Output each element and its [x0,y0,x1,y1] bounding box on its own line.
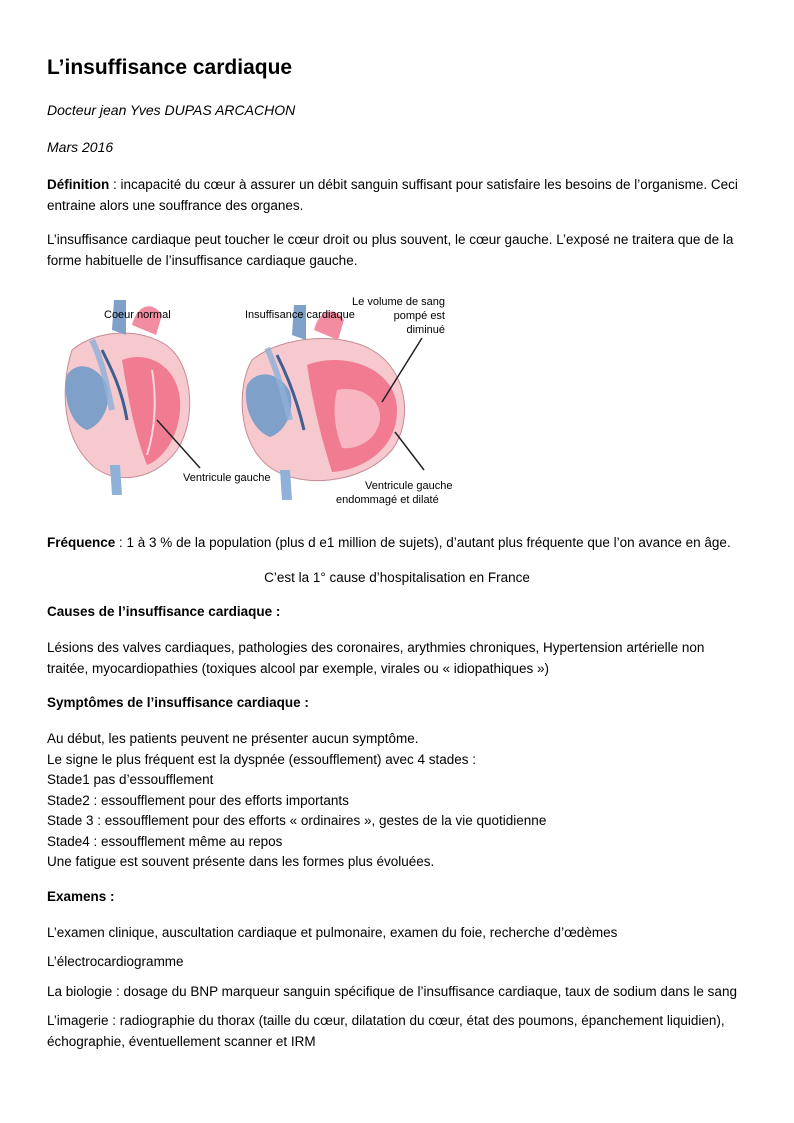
exam-item: L’électrocardiogramme [47,954,184,969]
symptom-line: Une fatigue est souvent présente dans les formes plus évoluées. [47,854,435,869]
symptom-line: Stade2 : essoufflement pour des efforts importants [47,792,349,808]
symptom-line: Le signe le plus fréquent est la dyspnée (essoufflement) avec 4 stades : [47,751,477,767]
frequency-label: Fréquence [47,535,116,550]
causes-heading: Causes de l’insuffisance cardiaque : [47,604,281,619]
author-line: Docteur jean Yves DUPAS ARCACHON [47,102,296,118]
label-heart-failure: Insuffisance cardiaque [245,309,355,321]
exam-item: L’examen clinique, auscultation cardiaque et pulmonaire, examen du foie, recherche d’œdèmes [47,925,618,940]
pointer-line-damaged [395,432,424,470]
label-damaged-1: Ventricule gauche [365,480,453,492]
label-volume-3: diminué [406,324,445,336]
symptom-line: Stade4 : essoufflement même au repos [47,833,283,849]
page-title: L’insuffisance cardiaque [47,56,293,79]
intro-paragraph: L’insuffisance cardiaque peut toucher le cœur droit ou plus souvent, le cœur gauche. L’exposé ne traitera que de la forme habituelle de l’insuffisance cardiaque gauche. [47,232,734,268]
definition-label: Définition [47,177,110,192]
label-volume-2: pompé est [393,310,445,322]
label-normal-heart: Coeur normal [104,309,171,321]
label-volume-1: Le volume de sang [352,296,445,308]
label-damaged-2: endommagé et dilaté [336,494,439,506]
frequency-text: : 1 à 3 % de la population (plus d e1 million de sujets), d’autant plus fréquente que l’on avance en âge. [115,535,731,550]
causes-paragraph: Lésions des valves cardiaques, pathologies des coronaires, arythmies chroniques, Hypertension artérielle non traitée, myocardiopathies (toxiques alcool par exemple, virales ou « idiopathiques ») [47,640,705,676]
symptom-line: Stade1 pas d’essoufflement [47,772,214,787]
label-left-ventricle: Ventricule gauche [183,472,271,484]
symptoms-heading: Symptômes de l’insuffisance cardiaque : [47,695,309,710]
exam-item: L’imagerie : radiographie du thorax (taille du cœur, dilatation du cœur, état des poumons, épanchement liquidien), échographie, éventuellement scanner et IRM [47,1013,725,1049]
normal-heart-drawing [65,300,190,495]
date-line: Mars 2016 [47,139,114,155]
frequency-paragraph [47,532,747,553]
exams-heading: Examens : [47,889,115,904]
definition-paragraph [47,174,747,216]
heart-illustration [52,290,453,510]
symptoms-list [47,729,747,873]
definition-text: : incapacité du cœur à assurer un débit sanguin suffisant pour satisfaire les besoins de l’organisme. Ceci entraine alors une souffrance des organes. [47,177,738,213]
failing-heart-drawing [242,305,404,500]
frequency-note: C’est la 1° cause d’hospitalisation en France [264,570,530,585]
symptom-line: Au début, les patients peuvent ne présenter aucun symptôme. [47,731,419,746]
symptom-line: Stade 3 : essoufflement pour des efforts « ordinaires », gestes de la vie quotidienne [47,813,547,828]
exam-item: La biologie : dosage du BNP marqueur sanguin spécifique de l’insuffisance cardiaque, taux de sodium dans le sang [47,984,737,999]
